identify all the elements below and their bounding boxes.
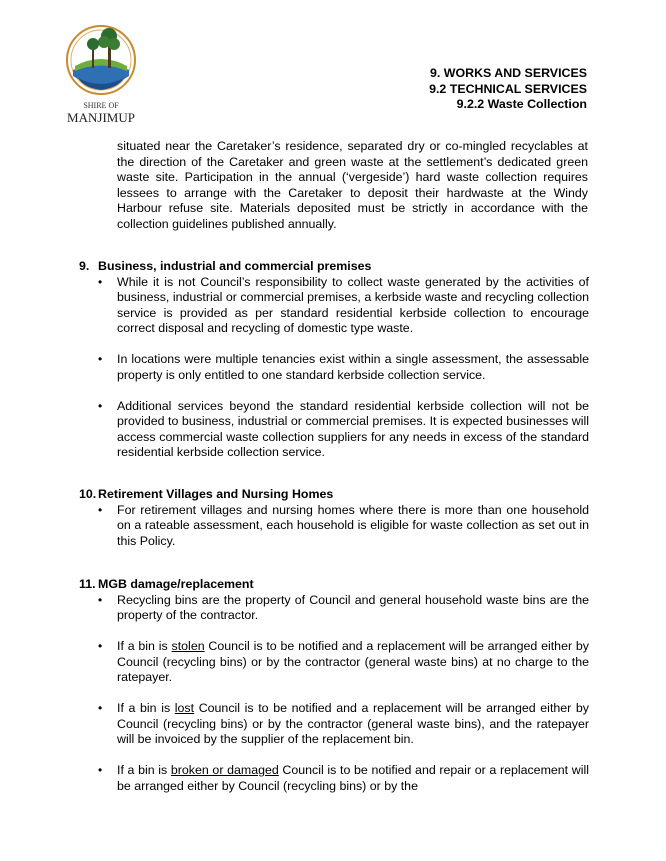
underlined-term: lost <box>174 701 195 715</box>
section-number: 11. <box>79 577 96 591</box>
continuation-paragraph: situated near the Caretaker’s residence, separated dry or co-mingled recyclables at the direction of the Caretaker and green waste at the settlement’s dedicated green waste site. Participation in the annual (‘vergeside’) hard waste collection requires lessees to arrange with the Caretaker to deposit their hardwaste at the Windy Harbour refuse site. Materials deposited must be strictly in accordance with the collection guidelines published annually. <box>117 139 588 231</box>
bullet-icon: • <box>98 274 103 289</box>
list-item <box>79 639 589 686</box>
bullet-icon: • <box>98 639 103 653</box>
list-item-text: If a bin is <box>117 763 171 777</box>
logo-line2: MANJIMUP <box>67 110 135 125</box>
list-item <box>79 763 589 794</box>
bullet-icon: • <box>98 592 103 607</box>
header-line-2: 9.2 TECHNICAL SERVICES <box>429 81 587 96</box>
list-item-text: If a bin is <box>117 701 175 715</box>
section-heading: MGB damage/replacement <box>98 577 254 591</box>
list-item-text: While it is not Council’s responsibility to collect waste generated by the activities of business, industrial or commercial premises, a kerbside waste and recycling collection service is provided as per standard residential kerbside collection to encourage correct disposal and recycling of domestic type waste. <box>117 274 589 335</box>
list-item-text: For retirement villages and nursing homes where there is more than one household on a rateable assessment, each household is eligible for waste collection as set out in this Policy. <box>117 502 589 548</box>
list-item <box>79 399 589 461</box>
list-item-text: Council is to be notified and repair or a replacement will be arranged either by Council (recycling bins) or by the <box>117 763 589 793</box>
section-title <box>79 259 589 275</box>
bullet-icon: • <box>98 763 103 777</box>
shire-logo <box>58 22 144 126</box>
section-business <box>79 259 589 461</box>
logo-line1: SHIRE OF <box>83 101 119 110</box>
bullet-icon: • <box>98 701 103 715</box>
bullet-icon: • <box>98 352 103 366</box>
list-item-text: Recycling bins are the property of Council and general household waste bins are the property of the contractor. <box>117 592 589 622</box>
bullet-icon: • <box>98 502 103 517</box>
section-heading: Business, industrial and commercial premises <box>98 259 372 273</box>
list-item <box>79 352 589 383</box>
list-item-text: Council is to be notified and a replacement will be arranged either by Council (recycling bins) or by the contractor (general waste bins) at no charge to the ratepayer. <box>117 639 589 684</box>
bullet-icon: • <box>98 398 103 413</box>
list-item-text: Council is to be notified and a replacement will be arranged either by Council (recycling bins) or by the contractor (general waste bins), and the ratepayer will be invoiced by the supplier of the replacement bin. <box>117 701 590 746</box>
underlined-term: stolen <box>171 639 205 653</box>
shire-logo-emblem <box>58 22 144 126</box>
list-item <box>79 275 589 337</box>
list-item-text: Additional services beyond the standard residential kerbside collection will not be provided to business, industrial or commercial premises. It is expected businesses will access commercial waste collection suppliers for any needs in excess of the standard residential kerbside collection service. <box>117 398 589 459</box>
header-line-1: 9. WORKS AND SERVICES <box>430 66 587 80</box>
section-heading: Retirement Villages and Nursing Homes <box>98 487 334 501</box>
list-item-text: If a bin is <box>117 639 172 653</box>
list-item <box>79 593 589 624</box>
header-line-3: 9.2.2 Waste Collection <box>456 97 587 111</box>
list-item <box>79 503 589 550</box>
section-number: 10. <box>79 487 97 501</box>
underlined-term: broken or damaged <box>170 763 279 777</box>
page-header <box>429 66 587 113</box>
section-mgb <box>79 577 589 794</box>
section-number: 9. <box>79 259 90 273</box>
list-item <box>79 701 589 748</box>
section-title <box>79 487 589 503</box>
list-item-text: In locations were multiple tenancies exist within a single assessment, the assessable property is only entitled to one standard kerbside collection service. <box>117 352 589 382</box>
section-title <box>79 577 589 593</box>
section-retirement <box>79 487 589 549</box>
